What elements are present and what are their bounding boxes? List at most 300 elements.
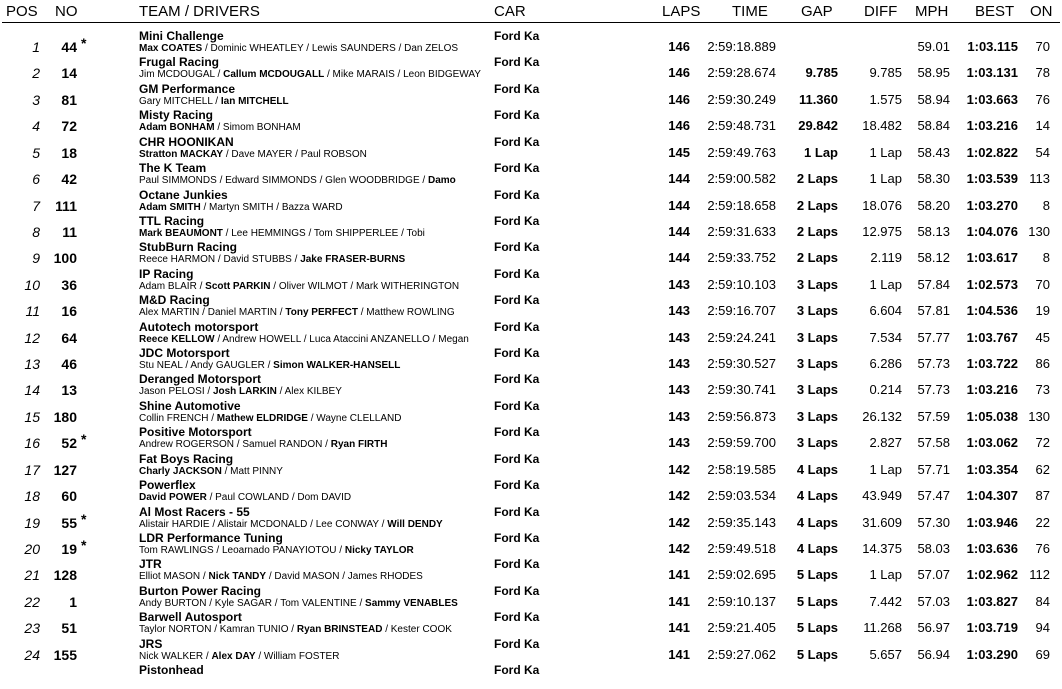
drivers-list: Jason PELOSI / Josh LARKIN / Alex KILBEY xyxy=(139,386,342,398)
driver-name: Adam BLAIR xyxy=(139,280,197,292)
diff-cell: 1.575 xyxy=(869,91,902,107)
time-cell: 2:59:10.103 xyxy=(707,276,776,292)
drivers-list: Stu NEAL / Andy GAUGLER / Simon WALKER-HANSELL xyxy=(139,360,401,372)
best-lap-cell: 1:02.822 xyxy=(966,144,1018,160)
driver-name: Mark WITHERINGTON xyxy=(355,280,460,292)
team-name: Powerflex xyxy=(139,478,196,493)
time-cell: 2:59:16.707 xyxy=(707,303,776,319)
best-on-lap-cell: 76 xyxy=(1035,540,1050,556)
car-number-cell: 64 xyxy=(61,329,77,346)
team-name: CHR HOONIKAN xyxy=(139,134,234,149)
position-cell: 20 xyxy=(24,540,40,557)
driver-name: Josh LARKIN xyxy=(212,386,277,398)
time-cell: 2:59:33.752 xyxy=(707,250,776,266)
gap-cell: 1 Lap xyxy=(804,144,838,160)
best-lap-cell: 1:03.827 xyxy=(966,593,1018,609)
driver-name: Tony PERFECT xyxy=(285,307,358,319)
driver-name: Simon WALKER-HANSELL xyxy=(273,360,401,372)
laps-cell: 141 xyxy=(668,593,690,609)
mph-cell: 58.94 xyxy=(917,91,950,107)
table-row xyxy=(0,240,1062,266)
car-model-cell: Ford Ka xyxy=(494,451,540,466)
time-cell: 2:59:18.658 xyxy=(707,197,776,213)
mph-cell: 59.01 xyxy=(917,39,950,54)
best-on-lap-cell: 94 xyxy=(1035,620,1050,636)
car-model-cell: Ford Ka xyxy=(494,346,540,361)
position-cell: 10 xyxy=(24,276,40,293)
gap-cell: 5 Laps xyxy=(796,646,838,662)
time-cell: 2:59:03.534 xyxy=(707,488,776,504)
car-model-cell: Ford Ka xyxy=(494,663,540,678)
drivers-list: Nick WALKER / Alex DAY / William FOSTER xyxy=(139,650,340,662)
driver-name: Alistair MCDONALD xyxy=(217,518,308,530)
best-on-lap-cell: 73 xyxy=(1035,382,1050,398)
table-row xyxy=(0,135,1062,161)
driver-name: Lewis SAUNDERS xyxy=(311,43,396,54)
team-name: Barwell Autosport xyxy=(139,610,242,625)
laps-cell: 143 xyxy=(668,276,690,292)
gap-cell: 3 Laps xyxy=(796,303,838,319)
best-on-lap-cell: 22 xyxy=(1035,514,1050,530)
header-pos: POS xyxy=(6,3,38,20)
gap-cell: 3 Laps xyxy=(796,356,838,372)
team-name: Frugal Racing xyxy=(139,55,220,70)
team-name: Autotech motorsport xyxy=(139,319,259,334)
best-lap-cell: 1:03.216 xyxy=(966,118,1018,134)
team-name: Misty Racing xyxy=(139,108,214,123)
position-cell: 12 xyxy=(24,329,40,346)
table-row xyxy=(0,637,1062,663)
table-row xyxy=(0,505,1062,531)
laps-cell: 144 xyxy=(668,223,690,239)
table-row xyxy=(0,610,1062,636)
driver-name: Collin FRENCH xyxy=(139,412,209,424)
time-cell: 2:59:00.582 xyxy=(707,171,776,187)
team-name: Mini Challenge xyxy=(139,29,224,43)
drivers-list: David POWER / Paul COWLAND / Dom DAVID xyxy=(139,492,352,504)
drivers-list: Reece KELLOW / Andrew HOWELL / Luca Ataccini ANZANELLO / Megan xyxy=(139,333,469,345)
driver-name: Sammy VENABLES xyxy=(365,597,458,609)
driver-name: Max COATES xyxy=(139,43,203,54)
gap-cell: 5 Laps xyxy=(796,567,838,583)
best-lap-cell: 1:05.038 xyxy=(966,408,1018,424)
team-name: TTL Racing xyxy=(139,213,205,228)
car-model-cell: Ford Ka xyxy=(494,398,540,413)
driver-name: Alistair HARDIE xyxy=(139,518,210,530)
table-row xyxy=(0,425,1062,451)
drivers-list: Jim MCDOUGAL / Callum MCDOUGALL / Mike MARAIS / Leon BIDGEWAY xyxy=(139,69,481,81)
driver-name: Lee HEMMINGS xyxy=(231,227,306,239)
team-name: Octane Junkies xyxy=(139,187,228,202)
driver-name: Nick WALKER xyxy=(139,650,204,662)
car-model-cell: Ford Ka xyxy=(494,29,540,43)
diff-cell: 1 Lap xyxy=(869,567,902,583)
laps-cell: 142 xyxy=(668,488,690,504)
car-model-cell: Ford Ka xyxy=(494,610,540,625)
header-best: BEST xyxy=(975,3,1015,20)
drivers-list: Mark BEAUMONT / Lee HEMMINGS / Tom SHIPPERLEE / Tobi xyxy=(139,227,425,239)
best-lap-cell: 1:03.636 xyxy=(966,540,1018,556)
best-on-lap-cell: 130 xyxy=(1028,223,1050,239)
gap-cell: 9.785 xyxy=(805,65,838,81)
position-cell: 13 xyxy=(24,356,40,373)
position-cell: 8 xyxy=(32,223,40,240)
mph-cell: 56.97 xyxy=(917,620,950,636)
driver-name: Daniel MARTIN xyxy=(207,307,278,319)
best-lap-cell: 1:03.946 xyxy=(966,514,1018,530)
car-number-cell: 127 xyxy=(53,461,77,478)
car-model-cell: Ford Ka xyxy=(494,293,540,308)
driver-name: Dave MAYER xyxy=(231,148,293,160)
driver-name: Charly JACKSON xyxy=(139,465,222,477)
position-cell: 16 xyxy=(24,435,40,452)
mph-cell: 58.03 xyxy=(917,540,950,556)
best-lap-cell: 1:02.962 xyxy=(966,567,1018,583)
car-number-cell: 55 xyxy=(61,514,77,531)
best-lap-cell: 1:03.719 xyxy=(966,620,1018,636)
diff-cell: 0.214 xyxy=(869,382,902,398)
best-on-lap-cell: 70 xyxy=(1035,39,1050,54)
table-row xyxy=(0,372,1062,398)
driver-name: Megan xyxy=(438,333,469,345)
laps-cell: 146 xyxy=(668,91,690,107)
car-model-cell: Ford Ka xyxy=(494,240,540,255)
best-on-lap-cell: 72 xyxy=(1035,435,1050,451)
gap-cell: 2 Laps xyxy=(796,171,838,187)
driver-name: Elliot MASON xyxy=(139,571,201,583)
time-cell: 2:59:21.405 xyxy=(707,620,776,636)
team-name: Pistonhead xyxy=(139,663,204,678)
team-name: GM Performance xyxy=(139,81,236,96)
drivers-list: Andy BURTON / Kyle SAGAR / Tom VALENTINE / Sammy VENABLES xyxy=(139,597,458,609)
mph-cell: 57.84 xyxy=(917,276,950,292)
diff-cell: 1 Lap xyxy=(869,144,902,160)
drivers-list: Max COATES / Dominic WHEATLEY / Lewis SAUNDERS / Dan ZELOS xyxy=(139,43,459,54)
driver-name: Alex KILBEY xyxy=(284,386,342,398)
drivers-list: Alex MARTIN / Daniel MARTIN / Tony PERFECT / Matthew ROWLING xyxy=(139,307,455,319)
position-cell: 17 xyxy=(24,461,40,478)
driver-name: David MASON xyxy=(274,571,340,583)
laps-cell: 143 xyxy=(668,303,690,319)
car-model-cell: Ford Ka xyxy=(494,266,540,281)
driver-name: Paul SIMMONDS xyxy=(139,175,217,187)
driver-name: Oliver WILMOT xyxy=(278,280,348,292)
time-cell: 2:59:10.137 xyxy=(707,593,776,609)
asterisk-marker: * xyxy=(81,431,87,448)
car-model-cell: Ford Ka xyxy=(494,530,540,545)
car-model-cell: Ford Ka xyxy=(494,425,540,440)
drivers-list: Elliot MASON / Nick TANDY / David MASON / James RHODES xyxy=(139,571,423,583)
table-row xyxy=(0,399,1062,425)
team-name: StubBurn Racing xyxy=(139,240,237,255)
mph-cell: 58.12 xyxy=(917,250,950,266)
diff-cell: 18.482 xyxy=(862,118,902,134)
mph-cell: 57.73 xyxy=(917,356,950,372)
gap-cell: 4 Laps xyxy=(796,540,838,556)
driver-name: Adam SMITH xyxy=(139,201,201,213)
driver-name: Nicky TAYLOR xyxy=(344,544,414,556)
driver-name: Martyn SMITH xyxy=(209,201,274,213)
table-row xyxy=(0,584,1062,610)
team-name: IP Racing xyxy=(139,266,194,281)
driver-name: Nick TANDY xyxy=(208,571,267,583)
gap-cell: 3 Laps xyxy=(796,329,838,345)
car-number-cell: 1 xyxy=(69,593,77,610)
driver-name: William FOSTER xyxy=(263,650,340,662)
mph-cell: 58.95 xyxy=(917,65,950,81)
header-on: ON xyxy=(1030,3,1053,20)
mph-cell: 57.59 xyxy=(917,408,950,424)
drivers-list: Adam BLAIR / Scott PARKIN / Oliver WILMOT / Mark WITHERINGTON xyxy=(139,280,460,292)
mph-cell: 57.73 xyxy=(917,382,950,398)
team-name: JDC Motorsport xyxy=(139,346,230,361)
driver-name: James RHODES xyxy=(347,571,423,583)
mph-cell: 58.43 xyxy=(917,144,950,160)
driver-name: Tom RAWLINGS xyxy=(139,544,214,556)
best-on-lap-cell: 69 xyxy=(1035,646,1050,662)
car-model-cell: Ford Ka xyxy=(494,319,540,334)
time-cell: 2:59:49.518 xyxy=(707,540,776,556)
asterisk-marker: * xyxy=(81,536,87,553)
mph-cell: 57.81 xyxy=(917,303,950,319)
team-name: LDR Performance Tuning xyxy=(139,530,283,545)
mph-cell: 57.71 xyxy=(917,461,950,477)
driver-name: Paul ROBSON xyxy=(300,148,367,160)
table-row xyxy=(0,478,1062,504)
team-name: JTR xyxy=(139,557,162,572)
gap-cell: 2 Laps xyxy=(796,223,838,239)
car-number-cell: 72 xyxy=(61,118,77,135)
best-on-lap-cell: 70 xyxy=(1035,276,1050,292)
team-name: Fat Boys Racing xyxy=(139,451,234,466)
car-model-cell: Ford Ka xyxy=(494,187,540,202)
driver-name: Andy BURTON xyxy=(139,597,207,609)
drivers-list: Paul SIMMONDS / Edward SIMMONDS / Glen WOODBRIDGE / Damo xyxy=(139,175,456,187)
best-on-lap-cell: 130 xyxy=(1028,408,1050,424)
driver-name: Andrew ROGERSON xyxy=(139,439,235,451)
driver-name: Matt PINNY xyxy=(230,465,283,477)
time-cell: 2:59:30.741 xyxy=(707,382,776,398)
driver-name: Dan ZELOS xyxy=(404,43,459,54)
diff-cell: 5.657 xyxy=(869,646,902,662)
mph-cell: 58.30 xyxy=(917,171,950,187)
driver-name: Andrew HOWELL xyxy=(222,333,301,345)
car-number-cell: 155 xyxy=(53,646,77,663)
best-lap-cell: 1:03.617 xyxy=(966,250,1018,266)
car-number-cell: 11 xyxy=(62,223,77,240)
drivers-list: Reece HARMON / David STUBBS / Jake FRASER-BURNS xyxy=(139,254,406,266)
team-name: The K Team xyxy=(139,161,207,176)
car-model-cell: Ford Ka xyxy=(494,636,540,651)
diff-cell: 1 Lap xyxy=(869,171,902,187)
diff-cell: 6.604 xyxy=(869,303,902,319)
driver-name: Jake FRASER-BURNS xyxy=(300,254,406,266)
drivers-list: Taylor NORTON / Kamran TUNIO / Ryan BRINSTEAD / Kester COOK xyxy=(139,624,452,636)
driver-name: Andy GAUGLER xyxy=(190,360,265,372)
position-cell: 3 xyxy=(32,91,40,108)
diff-cell: 7.442 xyxy=(869,593,902,609)
asterisk-marker: * xyxy=(81,35,87,51)
car-number-cell: 44 xyxy=(61,39,77,55)
car-number-cell: 16 xyxy=(61,303,77,320)
driver-name: Dominic WHEATLEY xyxy=(210,43,304,54)
best-on-lap-cell: 54 xyxy=(1035,144,1050,160)
best-lap-cell: 1:03.290 xyxy=(966,646,1018,662)
laps-cell: 142 xyxy=(668,514,690,530)
position-cell: 23 xyxy=(24,620,40,637)
time-cell: 2:59:49.763 xyxy=(707,144,776,160)
position-cell: 9 xyxy=(32,250,40,267)
best-lap-cell: 1:02.573 xyxy=(966,276,1018,292)
mph-cell: 57.58 xyxy=(917,435,950,451)
driver-name: Ryan FIRTH xyxy=(330,439,388,451)
diff-cell: 26.132 xyxy=(862,408,902,424)
driver-name: Jim MCDOUGAL xyxy=(139,69,215,81)
position-cell: 1 xyxy=(32,39,40,55)
driver-name: Edward SIMMONDS xyxy=(225,175,317,187)
mph-cell: 58.20 xyxy=(917,197,950,213)
driver-name: Kester COOK xyxy=(390,624,452,636)
laps-cell: 143 xyxy=(668,382,690,398)
car-model-cell: Ford Ka xyxy=(494,372,540,387)
laps-cell: 141 xyxy=(668,567,690,583)
position-cell: 18 xyxy=(24,488,40,505)
position-cell: 22 xyxy=(24,593,40,610)
gap-cell: 3 Laps xyxy=(796,276,838,292)
team-name: Burton Power Racing xyxy=(139,583,262,598)
position-cell: 24 xyxy=(24,646,40,663)
position-cell: 4 xyxy=(32,118,40,135)
laps-cell: 142 xyxy=(668,461,690,477)
header-diff: DIFF xyxy=(864,3,898,20)
mph-cell: 57.77 xyxy=(917,329,950,345)
laps-cell: 142 xyxy=(668,540,690,556)
mph-cell: 58.13 xyxy=(917,223,950,239)
diff-cell: 43.949 xyxy=(862,488,902,504)
best-lap-cell: 1:03.270 xyxy=(966,197,1018,213)
diff-cell: 31.609 xyxy=(862,514,902,530)
laps-cell: 143 xyxy=(668,329,690,345)
driver-name: Mark BEAUMONT xyxy=(139,227,223,239)
position-cell: 5 xyxy=(32,144,40,161)
driver-name: Simom BONHAM xyxy=(222,122,301,134)
diff-cell: 7.534 xyxy=(869,329,902,345)
time-cell: 2:59:28.674 xyxy=(707,65,776,81)
driver-name: Mathew ELDRIDGE xyxy=(216,412,308,424)
mph-cell: 56.94 xyxy=(917,646,950,662)
drivers-list: Stratton MACKAY / Dave MAYER / Paul ROBSON xyxy=(139,148,367,160)
table-row xyxy=(0,29,1062,55)
table-row xyxy=(0,188,1062,214)
best-on-lap-cell: 84 xyxy=(1035,593,1050,609)
best-lap-cell: 1:03.354 xyxy=(966,461,1018,477)
driver-name: David STUBBS xyxy=(223,254,292,266)
time-cell: 2:59:30.527 xyxy=(707,356,776,372)
best-on-lap-cell: 8 xyxy=(1042,197,1050,213)
gap-cell: 4 Laps xyxy=(796,514,838,530)
driver-name: Leoarnado PANAYIOTOU xyxy=(221,544,337,556)
car-model-cell: Ford Ka xyxy=(494,213,540,228)
driver-name: Reece KELLOW xyxy=(139,333,215,345)
driver-name: Alex DAY xyxy=(211,650,256,662)
diff-cell: 11.268 xyxy=(863,620,902,636)
diff-cell: 6.286 xyxy=(869,356,902,372)
diff-cell: 12.975 xyxy=(862,223,902,239)
diff-cell: 1 Lap xyxy=(869,276,902,292)
best-on-lap-cell: 112 xyxy=(1029,567,1050,583)
position-cell: 14 xyxy=(24,382,40,399)
car-model-cell: Ford Ka xyxy=(494,161,540,176)
laps-cell: 143 xyxy=(668,356,690,372)
diff-cell: 14.375 xyxy=(862,540,902,556)
gap-cell: 5 Laps xyxy=(796,620,838,636)
drivers-list: Andrew ROGERSON / Samuel RANDON / Ryan FIRTH xyxy=(139,439,388,451)
best-on-lap-cell: 14 xyxy=(1035,118,1050,134)
mph-cell: 57.07 xyxy=(917,567,950,583)
driver-name: Lee CONWAY xyxy=(315,518,379,530)
driver-name: Leon BIDGEWAY xyxy=(403,69,481,81)
diff-cell: 18.076 xyxy=(862,197,902,213)
team-name: Shine Automotive xyxy=(139,398,241,413)
header-time: TIME xyxy=(732,3,768,20)
gap-cell: 11.360 xyxy=(798,91,838,107)
table-row xyxy=(0,320,1062,346)
driver-name: Mike MARAIS xyxy=(332,69,395,81)
header-no: NO xyxy=(55,3,78,20)
table-row xyxy=(0,557,1062,583)
team-name: Positive Motorsport xyxy=(139,425,252,440)
driver-name: Ryan BRINSTEAD xyxy=(296,624,383,636)
mph-cell: 57.03 xyxy=(917,593,950,609)
laps-cell: 146 xyxy=(668,118,690,134)
driver-name: Ian MITCHELL xyxy=(220,95,289,107)
car-number-cell: 36 xyxy=(61,276,77,293)
team-name: JRS xyxy=(139,636,163,651)
position-cell: 7 xyxy=(32,197,40,214)
driver-name: Scott PARKIN xyxy=(205,280,271,292)
position-cell: 19 xyxy=(24,514,40,531)
car-number-cell: 14 xyxy=(61,65,77,82)
laps-cell: 145 xyxy=(668,144,690,160)
table-row xyxy=(0,214,1062,240)
position-cell: 2 xyxy=(32,65,40,82)
time-cell: 2:59:56.873 xyxy=(707,408,776,424)
driver-name: Paul COWLAND xyxy=(215,492,290,504)
table-row xyxy=(0,452,1062,478)
car-number-cell: 111 xyxy=(55,197,77,214)
driver-name: Gary MITCHELL xyxy=(139,95,213,107)
gap-cell: 29.842 xyxy=(798,118,838,134)
time-cell: 2:59:35.143 xyxy=(707,514,776,530)
gap-cell: 3 Laps xyxy=(796,408,838,424)
car-number-cell: 60 xyxy=(61,488,77,505)
drivers-list: Tom RAWLINGS / Leoarnado PANAYIOTOU / Nicky TAYLOR xyxy=(139,544,414,556)
drivers-list: Adam BONHAM / Simom BONHAM xyxy=(139,122,301,134)
time-cell: 2:59:18.889 xyxy=(707,39,776,54)
driver-name: Reece HARMON xyxy=(139,254,216,266)
car-number-cell: 81 xyxy=(61,91,77,108)
best-lap-cell: 1:03.062 xyxy=(966,435,1018,451)
best-on-lap-cell: 113 xyxy=(1029,171,1050,187)
table-row xyxy=(0,161,1062,187)
gap-cell: 3 Laps xyxy=(796,435,838,451)
car-model-cell: Ford Ka xyxy=(494,504,540,519)
drivers-list: Gary MITCHELL / Ian MITCHELL xyxy=(139,95,289,107)
laps-cell: 144 xyxy=(668,197,690,213)
header-laps: LAPS xyxy=(662,3,701,20)
header-mph: MPH xyxy=(915,3,949,20)
laps-cell: 141 xyxy=(668,646,690,662)
